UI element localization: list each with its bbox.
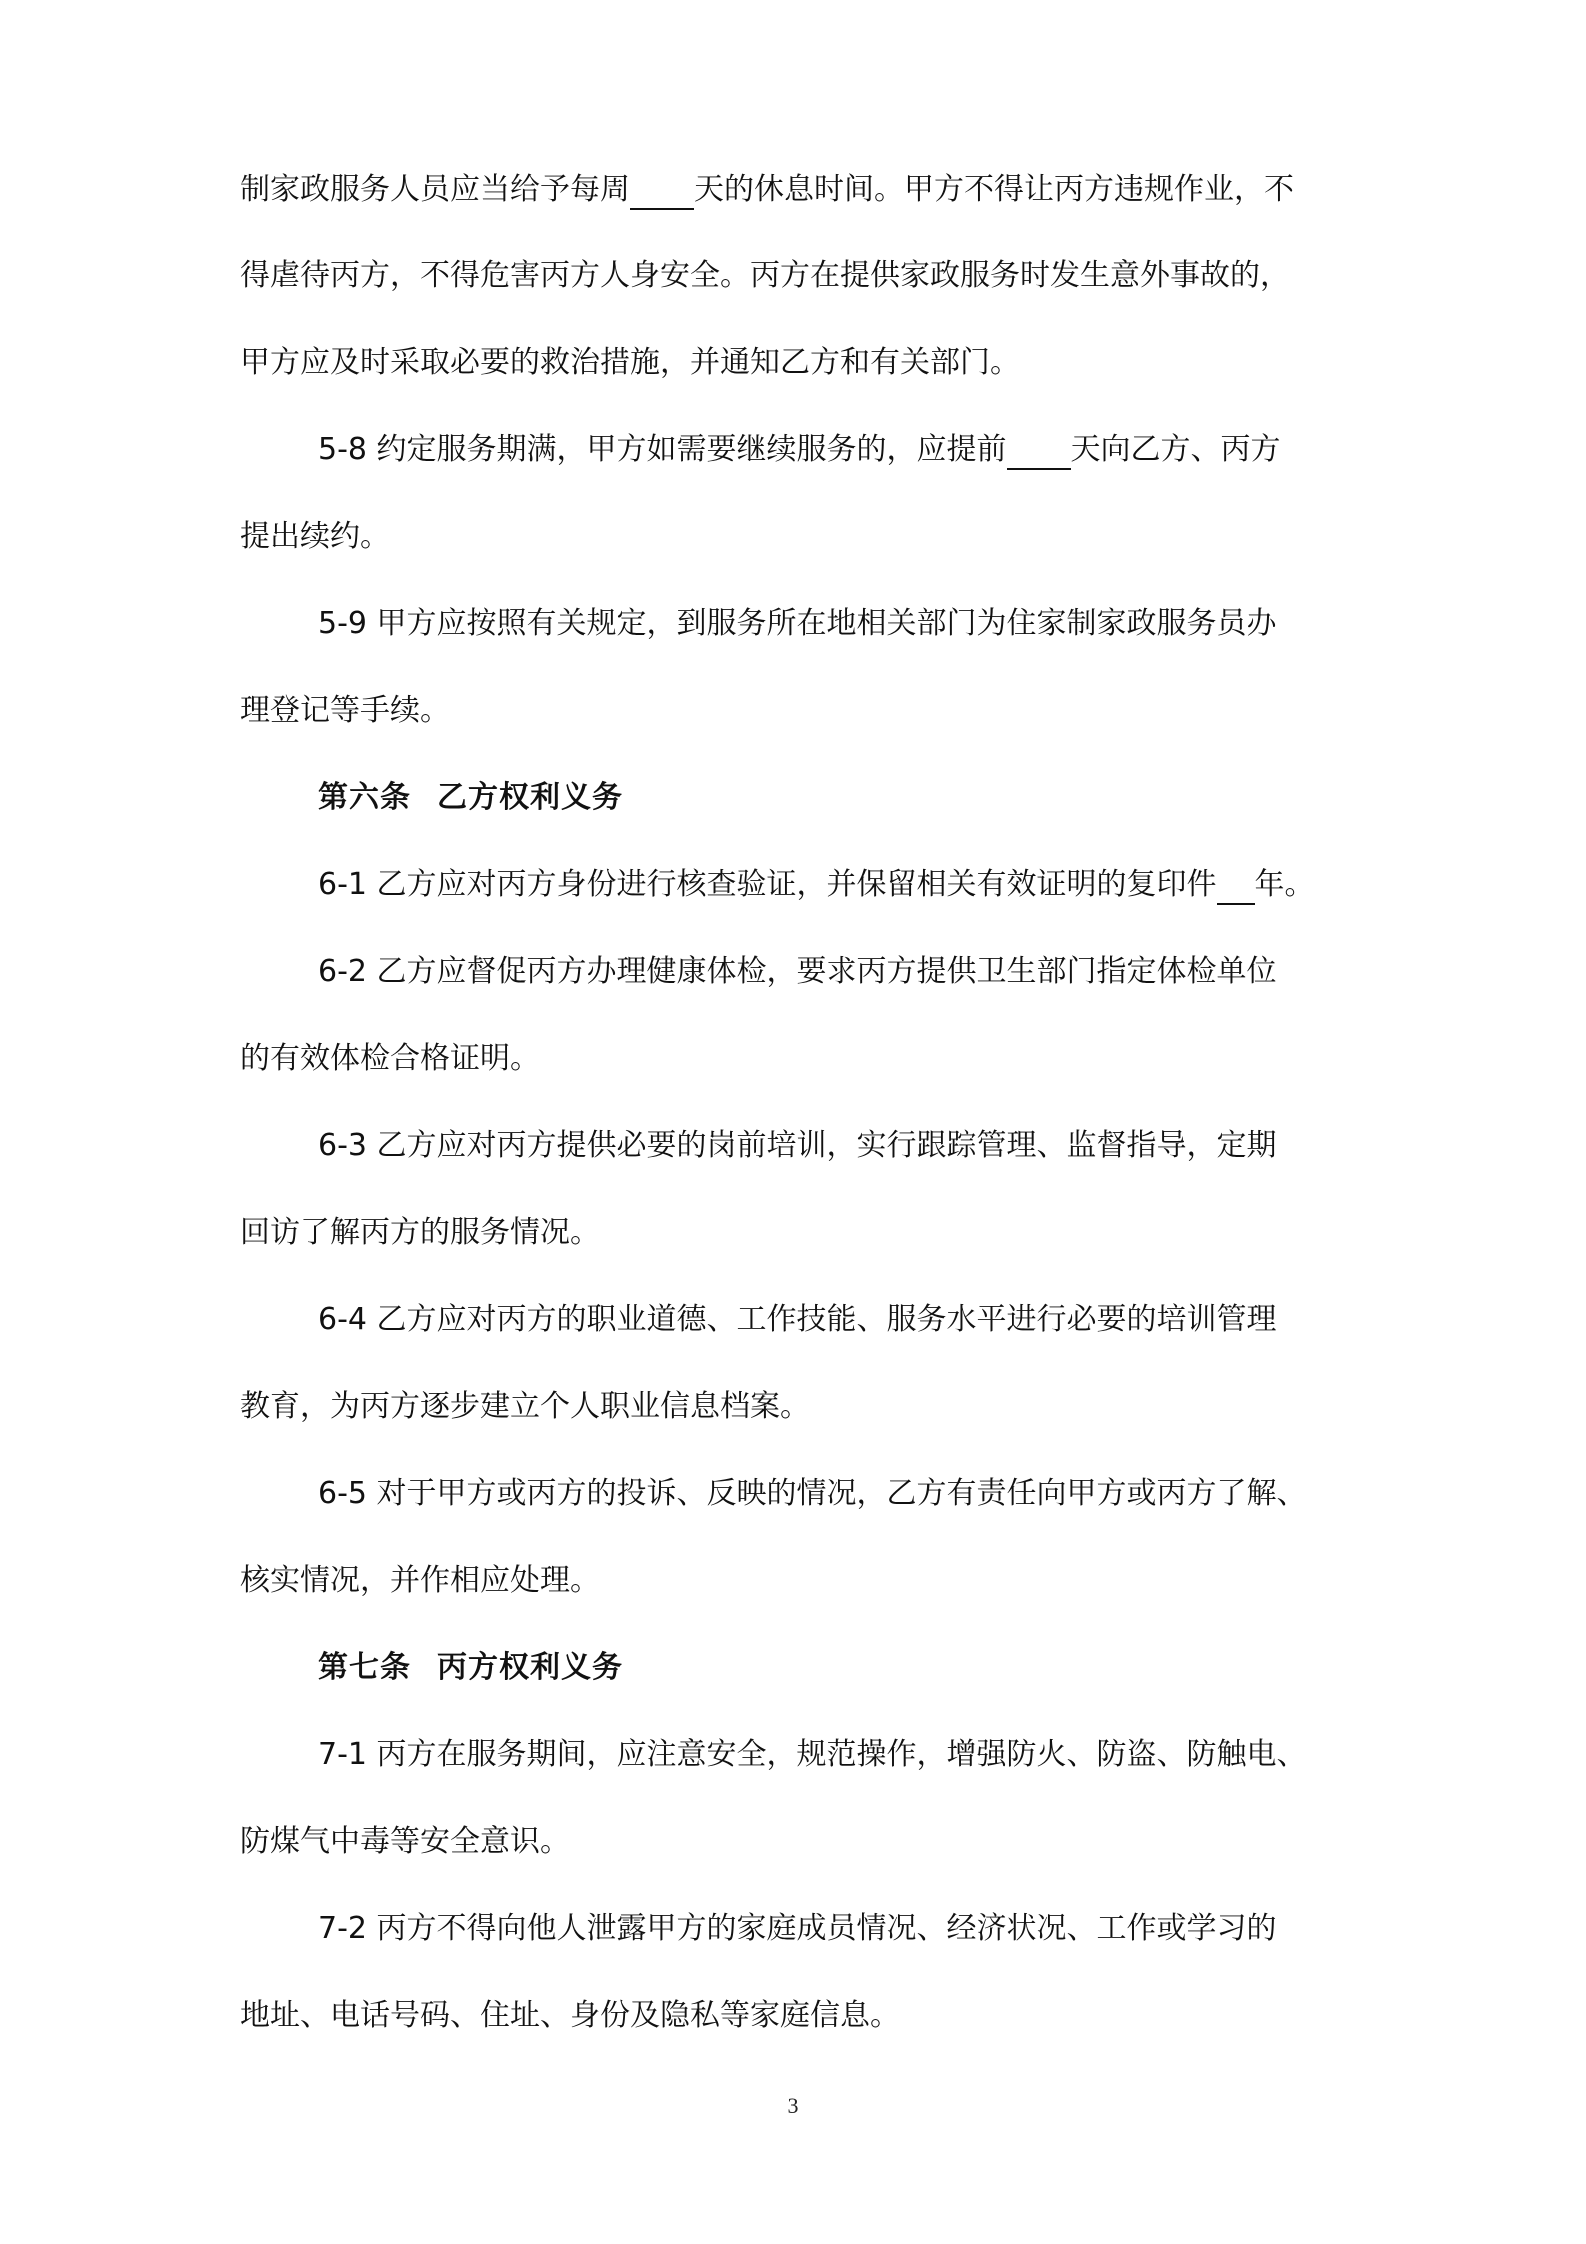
text-line: 回访了解丙方的服务情况。 [240,1215,600,1250]
clause-6-3: 6-3 乙方应对丙方提供必要的岗前培训，实行跟踪管理、监督指导，定期 [318,1128,1277,1163]
text-line: 的有效体检合格证明。 [240,1041,540,1076]
text-line: 防煤气中毒等安全意识。 [240,1824,570,1859]
clause-7-2: 7-2 丙方不得向他人泄露甲方的家庭成员情况、经济状况、工作或学习的 [318,1911,1277,1946]
fill-in-blank [630,170,694,210]
text-line: 核实情况，并作相应处理。 [240,1563,600,1598]
fill-in-blank [1217,865,1255,905]
text-line: 地址、电话号码、住址、身份及隐私等家庭信息。 [240,1998,900,2033]
clause-6-1: 6-1 乙方应对丙方身份进行核查验证，并保留相关有效证明的复印件 年。 [318,865,1360,905]
fill-in-blank [1007,430,1071,470]
clause-6-5: 6-5 对于甲方或丙方的投诉、反映的情况，乙方有责任向甲方或丙方了解、 [318,1476,1307,1511]
clause-6-4: 6-4 乙方应对丙方的职业道德、工作技能、服务水平进行必要的培训管理 [318,1302,1277,1337]
article-heading-7: 第七条 丙方权利义务 [318,1650,623,1685]
clause-6-2: 6-2 乙方应督促丙方办理健康体检，要求丙方提供卫生部门指定体检单位 [318,954,1277,989]
page-number: 3 [787,2093,799,2118]
text-line: 理登记等手续。 [240,693,450,728]
clause-5-9: 5-9 甲方应按照有关规定，到服务所在地相关部门为住家制家政服务员办 [318,606,1277,641]
clause-7-1: 7-1 丙方在服务期间，应注意安全，规范操作，增强防火、防盗、防触电、 [318,1737,1307,1772]
text-line: 提出续约。 [240,519,390,554]
text-line: 制家政服务人员应当给予每周 天的休息时间。甲方不得让丙方违规作业，不 [240,170,1360,210]
clause-5-8: 5-8 约定服务期满，甲方如需要继续服务的，应提前 天向乙方、丙方 [318,430,1360,470]
text-line: 甲方应及时采取必要的救治措施，并通知乙方和有关部门。 [240,345,1020,380]
article-heading-6: 第六条 乙方权利义务 [318,780,623,815]
text-line: 教育，为丙方逐步建立个人职业信息档案。 [240,1389,810,1424]
text-line: 得虐待丙方，不得危害丙方人身安全。丙方在提供家政服务时发生意外事故的， [240,258,1290,293]
